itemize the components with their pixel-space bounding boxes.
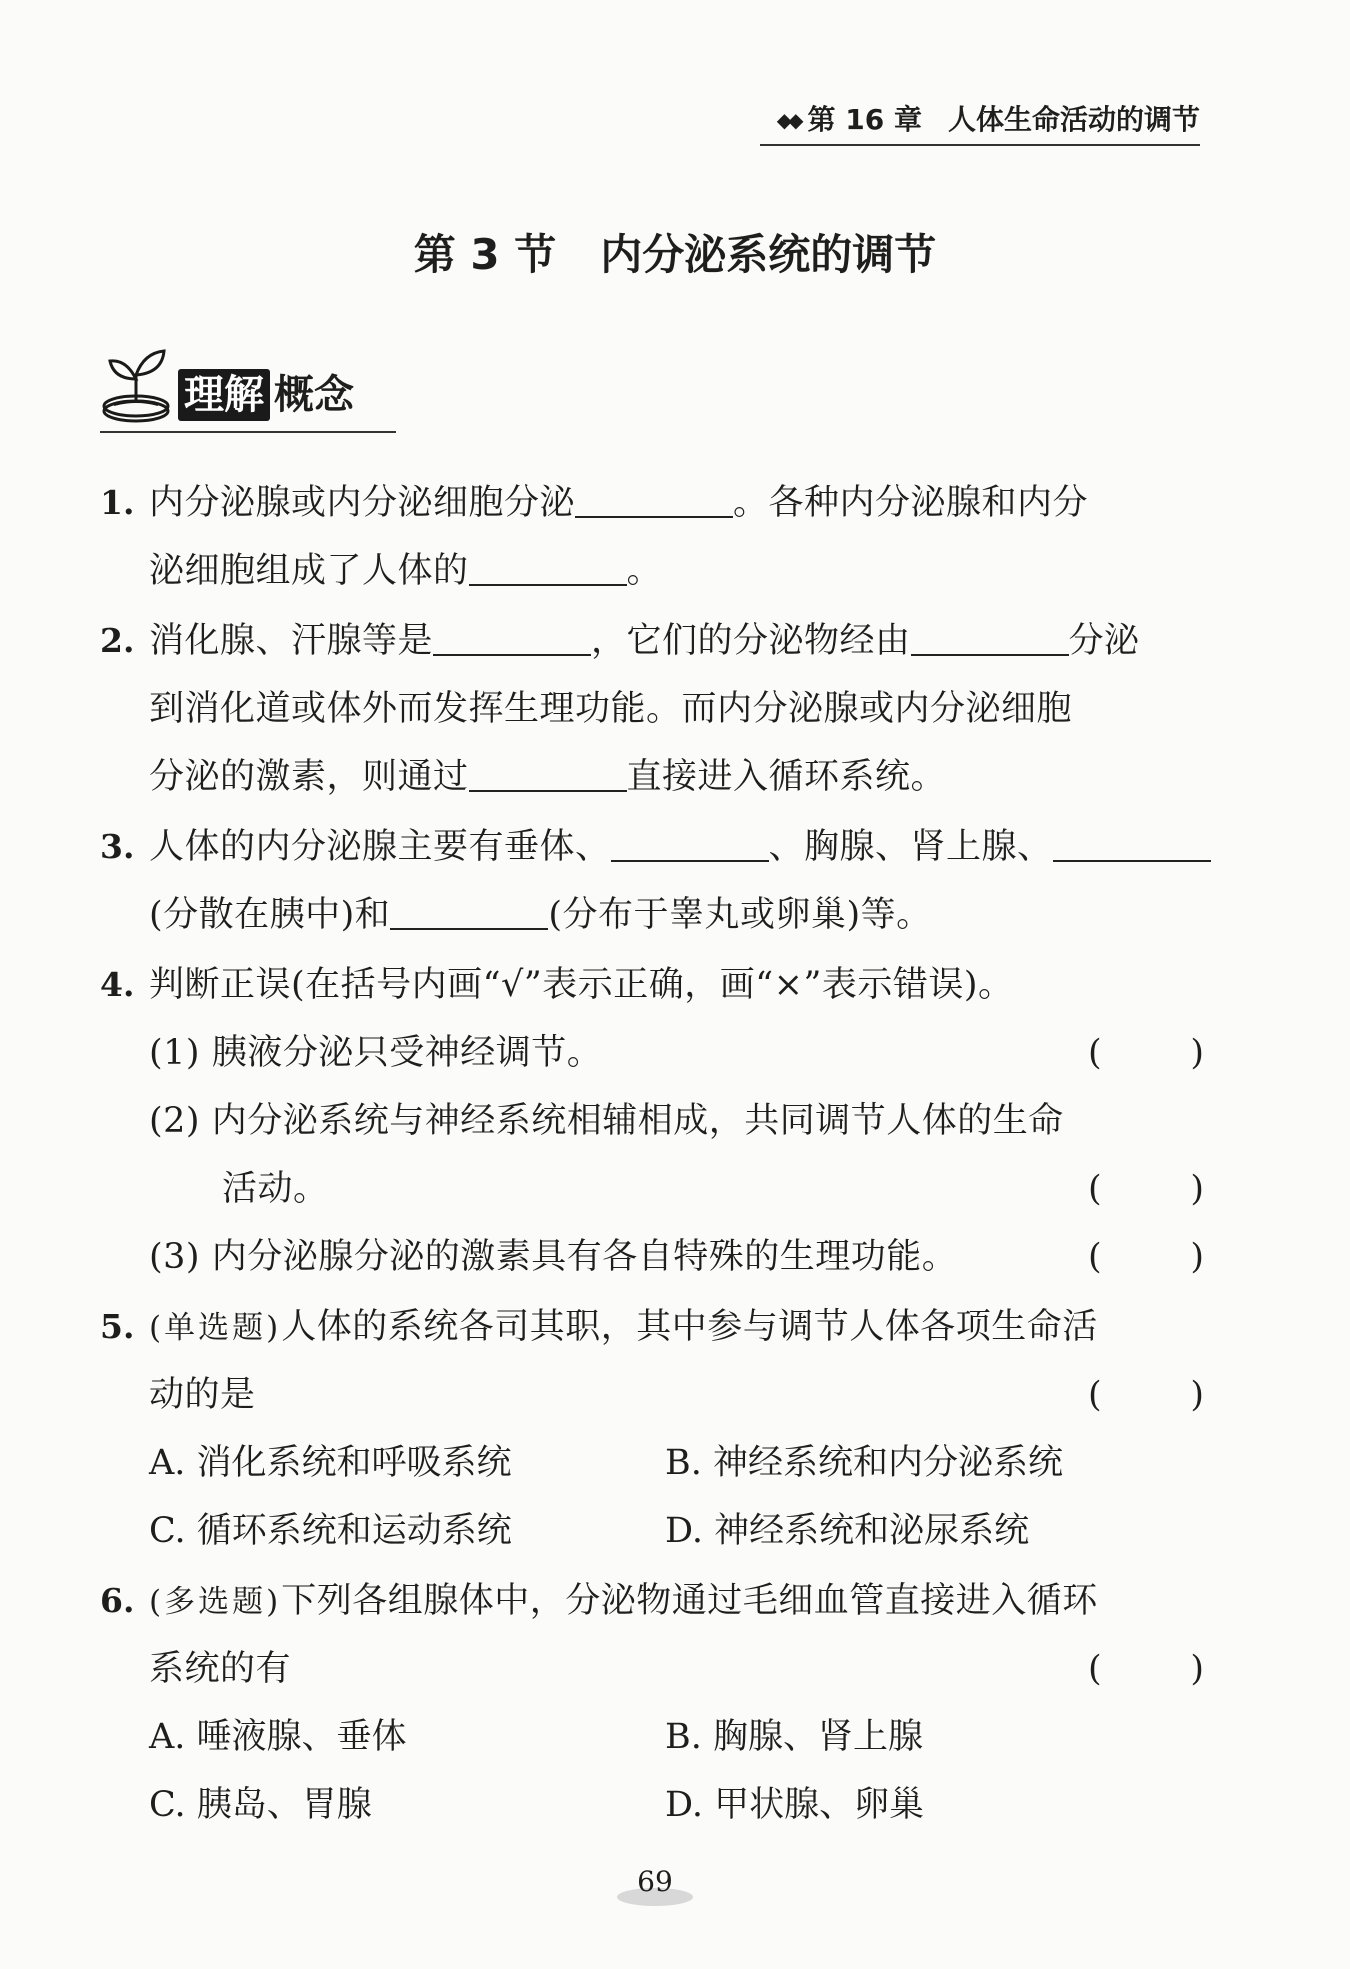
banner-label [178, 369, 354, 421]
question-number: 4. [100, 965, 135, 1004]
answer-parentheses[interactable]: ( ) [1088, 1237, 1204, 1277]
q2-line-1: 消化腺、汗腺等是 ，它们的分泌物经由 分泌 [149, 616, 1140, 666]
option-d[interactable]: D. 神经系统和泌尿系统 [665, 1511, 1030, 1551]
answer-blank[interactable] [611, 824, 769, 862]
question-number: 3. [100, 827, 135, 866]
q6-line-2: 系统的有 [149, 1649, 292, 1689]
answer-blank[interactable] [390, 892, 548, 930]
option-a[interactable]: A. 消化系统和呼吸系统 [149, 1443, 512, 1483]
banner-label-light: 概念 [274, 372, 354, 418]
option-b[interactable]: B. 胸腺、肾上腺 [665, 1717, 923, 1757]
banner-underline [100, 431, 396, 433]
answer-parentheses[interactable]: ( ) [1088, 1169, 1204, 1209]
answer-parentheses[interactable]: ( ) [1088, 1375, 1204, 1415]
q5-line-1: (单选题)人体的系统各司其职，其中参与调节人体各项生命活 [149, 1307, 1098, 1347]
q1-line-2: 泌细胞组成了人体的 。 [149, 546, 662, 596]
page-number: 69 [615, 1862, 695, 1910]
question-number: 5. [100, 1307, 135, 1346]
option-a[interactable]: A. 唾液腺、垂体 [149, 1717, 407, 1757]
concept-banner [100, 345, 396, 435]
answer-parentheses[interactable]: ( ) [1088, 1649, 1204, 1689]
q4-line-1: 判断正误(在括号内画“√”表示正确，画“×”表示错误)。 [149, 965, 1014, 1005]
banner-label-dark: 理解 [178, 369, 270, 421]
option-d[interactable]: D. 甲状腺、卵巢 [665, 1785, 925, 1825]
q4-statement-1: (1) 胰液分泌只受神经调节。 [149, 1033, 603, 1073]
seedling-dish-icon [100, 345, 180, 431]
answer-blank[interactable] [469, 754, 627, 792]
q4-statement-2: (2) 内分泌系统与神经系统相辅相成，共同调节人体的生命 [149, 1101, 1064, 1141]
option-b[interactable]: B. 神经系统和内分泌系统 [665, 1443, 1063, 1483]
question-number: 6. [100, 1581, 135, 1620]
q1-line-1: 内分泌腺或内分泌细胞分泌 。各种内分泌腺和内分 [149, 478, 1088, 528]
q4-statement-2-cont: 活动。 [222, 1169, 329, 1209]
q3-line-1: 人体的内分泌腺主要有垂体、 、胸腺、肾上腺、 [149, 822, 1211, 872]
answer-blank[interactable] [1053, 824, 1211, 862]
answer-blank[interactable] [433, 618, 591, 656]
q2-line-3: 分泌的激素，则通过 直接进入循环系统。 [149, 752, 946, 802]
answer-blank[interactable] [911, 618, 1069, 656]
section-name: 内分泌系统的调节 [600, 230, 937, 279]
diamond-bullet-icon: ◆◆ [776, 108, 800, 132]
q6-line-1: (多选题)下列各组腺体中，分泌物通过毛细血管直接进入循环 [149, 1581, 1098, 1621]
option-c[interactable]: C. 循环系统和运动系统 [149, 1511, 512, 1551]
answer-blank[interactable] [469, 548, 627, 586]
chapter-title: 人体生命活动的调节 [947, 103, 1200, 136]
section-title [0, 225, 1350, 285]
option-c[interactable]: C. 胰岛、胃腺 [149, 1785, 372, 1825]
answer-blank[interactable] [575, 480, 733, 518]
question-type-tag: (多选题) [149, 1584, 282, 1620]
answer-parentheses[interactable]: ( ) [1088, 1033, 1204, 1073]
question-number: 2. [100, 621, 135, 660]
q5-line-2: 动的是 [149, 1375, 256, 1415]
q2-line-2: 到消化道或体外而发挥生理功能。而内分泌腺或内分泌细胞 [149, 689, 1073, 729]
chapter-header [760, 100, 1200, 146]
q4-statement-3: (3) 内分泌腺分泌的激素具有各自特殊的生理功能。 [149, 1237, 958, 1277]
question-number: 1. [100, 483, 135, 522]
question-type-tag: (单选题) [149, 1310, 282, 1346]
chapter-number: 第 16 章 [807, 103, 922, 136]
q3-line-2: (分散在胰中)和 (分布于睾丸或卵巢)等。 [149, 890, 932, 940]
section-number: 第 3 节 [413, 230, 557, 279]
